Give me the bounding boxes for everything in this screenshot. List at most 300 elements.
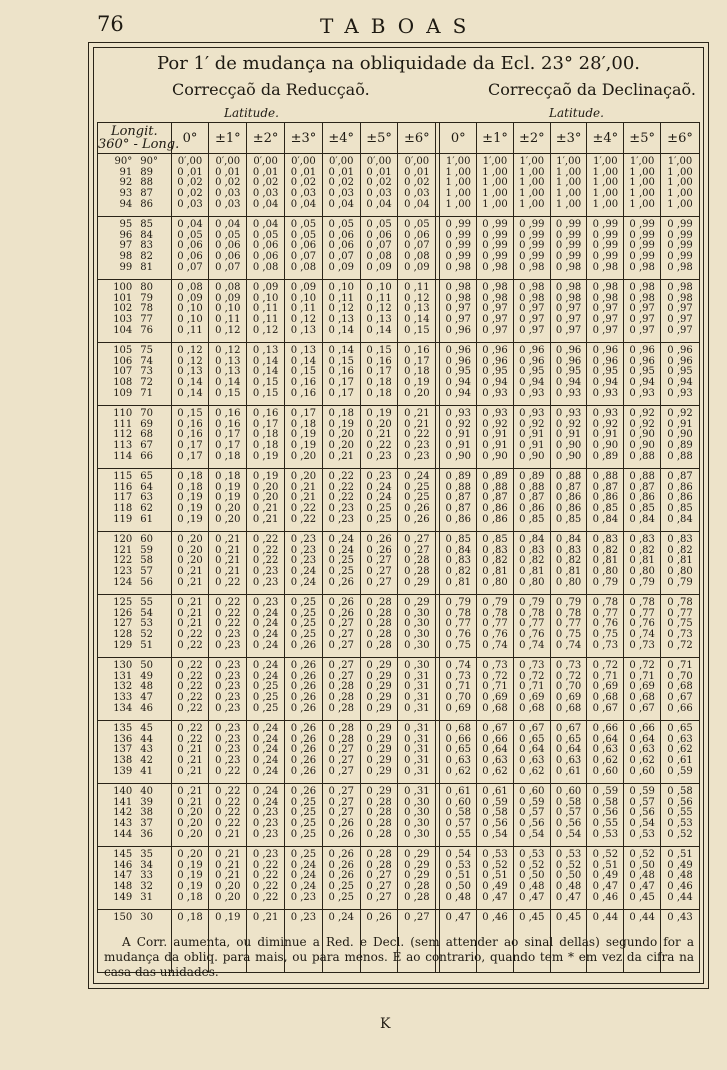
reduction-value: 0 ,25 [290, 828, 317, 840]
reduction-value: 0 ,24 [328, 544, 354, 556]
longitude-value: 139 [113, 765, 133, 777]
reduction-value: 0 ,25 [290, 597, 317, 608]
longitude-cell [98, 721, 172, 784]
declination-value: 0 ,99 [445, 229, 471, 241]
declination-value: 0 ,85 [519, 513, 545, 525]
longitude-complement-value: 59 [140, 544, 154, 556]
reduction-value: 0 ,29 [366, 786, 392, 797]
declination-value: 0 ,98 [445, 282, 471, 293]
reduction-value: 0 ,28 [328, 702, 354, 714]
declination-value: 1′,00 [556, 156, 581, 167]
longitude-pair [98, 200, 171, 211]
declination-cell [587, 469, 624, 532]
declination-value: 0 ,99 [667, 229, 693, 241]
longitude-pair [98, 767, 171, 778]
declination-value: 0 ,78 [667, 597, 693, 608]
reduction-value: 0 ,13 [252, 345, 279, 356]
reduction-cell [247, 154, 285, 217]
reduction-value: 0 ,26 [290, 692, 317, 704]
longitude-pair [98, 452, 171, 463]
declination-col-header: 0° [440, 123, 477, 154]
declination-value: 0 ,97 [519, 314, 545, 326]
reduction-value: 0 ,31 [404, 723, 430, 734]
reduction-value: 0 ,28 [404, 891, 430, 903]
longitude-value: 145 [113, 849, 133, 860]
reduction-value: 0 ,05 [328, 219, 354, 230]
reduction-cell [285, 658, 323, 721]
declination-value: 0 ,94 [629, 377, 655, 389]
reduction-cell [171, 154, 209, 217]
reduction-value: 0 ,04 [404, 198, 430, 210]
declination-value: 0 ,99 [667, 240, 693, 252]
declination-value: 0 ,87 [445, 503, 471, 515]
reduction-value: 0 ,25 [290, 849, 317, 860]
declination-value: 0 ,73 [555, 660, 582, 671]
declination-cell [440, 658, 477, 721]
declination-cell [440, 721, 477, 784]
reduction-cell [247, 532, 285, 595]
reduction-value: 0 ,13 [215, 355, 241, 367]
declination-value: 0 ,52 [482, 859, 508, 871]
reduction-value: 0 ,18 [404, 366, 430, 378]
longitude-complement-value: 37 [140, 818, 154, 830]
reduction-cell [398, 721, 436, 784]
reduction-value: 0 ,14 [404, 314, 430, 326]
declination-value: 0 ,65 [667, 723, 693, 734]
reduction-cell [171, 595, 209, 658]
reduction-col-header: ±6° [398, 123, 436, 154]
declination-value: 1 ,00 [667, 198, 693, 210]
declination-cell [440, 406, 477, 469]
longitude-pair [98, 830, 171, 841]
declination-value: 1 ,00 [592, 198, 619, 210]
declination-value: 0 ,99 [445, 251, 471, 263]
reduction-value: 0 ,12 [328, 303, 354, 315]
reduction-value: 0 ,20 [215, 503, 241, 515]
longitude-value: 93 [119, 188, 133, 200]
longitude-pair [98, 441, 171, 452]
declination-value: 0 ,97 [629, 303, 655, 315]
declination-value: 0 ,69 [592, 681, 619, 693]
reduction-value: 0 ,22 [215, 786, 241, 797]
reduction-cell [247, 658, 285, 721]
declination-value: 0 ,95 [519, 366, 545, 378]
declination-value: 1 ,00 [519, 198, 545, 210]
declination-cell [440, 154, 477, 217]
declination-value: 0 ,82 [519, 555, 545, 567]
longitude-pair [98, 515, 171, 526]
reduction-cell [247, 595, 285, 658]
longitude-pair [98, 367, 171, 378]
reduction-value: 0 ,29 [404, 859, 430, 871]
longitude-complement-value: 39 [140, 796, 154, 808]
reduction-value: 0 ,27 [366, 566, 392, 578]
declination-cell [477, 469, 514, 532]
declination-value: 0 ,55 [667, 807, 693, 819]
longitude-value: 95 [119, 219, 133, 230]
reduction-value: 0 ,20 [215, 891, 241, 903]
reduction-value: 0 ,16 [215, 408, 241, 419]
declination-value: 0 ,93 [667, 387, 693, 399]
declination-value: 0 ,68 [555, 702, 582, 714]
declination-value: 0 ,46 [667, 881, 693, 893]
page-number: 76 [97, 12, 124, 36]
reduction-value: 0 ,20 [177, 555, 203, 567]
reduction-value: 0 ,28 [404, 881, 430, 893]
declination-value: 0 ,76 [629, 618, 655, 630]
declination-value: 0 ,48 [519, 881, 545, 893]
declination-value: 0 ,54 [519, 828, 545, 840]
reduction-value: 0 ,22 [404, 429, 430, 441]
reduction-value: 0 ,06 [328, 240, 354, 252]
reduction-value: 0 ,22 [252, 870, 279, 882]
reduction-cell [247, 280, 285, 343]
reduction-value: 0 ,28 [366, 818, 392, 830]
declination-value: 0 ,59 [482, 796, 508, 808]
longitude-value: 128 [113, 629, 133, 641]
reduction-value: 0 ,27 [366, 891, 392, 903]
declination-value: 0 ,47 [482, 891, 508, 903]
reduction-value: 0 ,23 [404, 450, 430, 462]
declination-value: 0 ,99 [592, 251, 619, 263]
reduction-value: 0 ,24 [290, 566, 317, 578]
declination-cell [513, 532, 550, 595]
reduction-value: 0 ,31 [404, 786, 430, 797]
declination-value: 1 ,00 [629, 198, 655, 210]
declination-value: 0 ,98 [555, 261, 582, 273]
declination-value: 0 ,54 [445, 849, 471, 860]
reduction-value: 0 ,22 [215, 818, 241, 830]
reduction-value: 0 ,02 [252, 177, 279, 189]
declination-value: 0 ,95 [667, 366, 693, 378]
longitude-complement-value: 70 [140, 408, 154, 419]
declination-value: 0 ,94 [482, 377, 508, 389]
declination-value: 0 ,65 [555, 733, 582, 745]
declination-value: 0 ,98 [629, 292, 655, 304]
declination-value: 0 ,67 [592, 702, 619, 714]
declination-cell [587, 721, 624, 784]
table-row-group [98, 154, 700, 217]
longitude-pair [98, 682, 171, 693]
declination-value: 0 ,80 [667, 566, 693, 578]
declination-value: 0 ,89 [667, 440, 693, 452]
reduction-value: 0 ,05 [290, 219, 317, 230]
declination-value: 0 ,50 [629, 859, 655, 871]
declination-value: 1 ,00 [445, 198, 471, 210]
reduction-value: 0 ,21 [177, 796, 203, 808]
longitude-complement-value: 78 [140, 303, 154, 315]
reduction-value: 0 ,23 [215, 702, 241, 714]
longitude-complement-value: 63 [140, 492, 154, 504]
reduction-value: 0 ,19 [328, 418, 354, 430]
reduction-value: 0 ,17 [290, 408, 317, 419]
declination-value: 0 ,67 [555, 723, 582, 734]
longitude-pair [98, 893, 171, 904]
declination-value: 0 ,46 [592, 891, 619, 903]
reduction-value: 0 ,24 [366, 492, 392, 504]
declination-value: 0 ,91 [445, 429, 471, 441]
longitude-value: 110 [113, 408, 133, 419]
declination-value: 0 ,94 [592, 377, 619, 389]
reduction-value: 0 ,01 [404, 166, 430, 178]
longitude-pair [98, 483, 171, 494]
declination-value: 0 ,71 [445, 681, 471, 693]
declination-cell [550, 217, 587, 280]
reduction-value: 0 ,14 [290, 355, 317, 367]
declination-value: 0 ,80 [555, 576, 582, 588]
declination-value: 0 ,56 [667, 796, 693, 808]
declination-value: 0 ,83 [482, 544, 508, 556]
declination-value: 0 ,99 [629, 240, 655, 252]
declination-cell [661, 595, 700, 658]
reduction-value: 0 ,06 [177, 240, 203, 252]
declination-value: 0 ,66 [445, 733, 471, 745]
reduction-value: 0 ,21 [215, 555, 241, 567]
declination-value: 0 ,91 [482, 429, 508, 441]
reduction-value: 0 ,28 [328, 681, 354, 693]
declination-cell [477, 217, 514, 280]
reduction-value: 0 ,27 [328, 744, 354, 756]
reduction-value: 0 ,12 [290, 314, 317, 326]
reduction-value: 0 ,24 [404, 471, 430, 482]
declination-value: 0 ,78 [482, 607, 508, 619]
reduction-value: 0 ,24 [290, 576, 317, 588]
longitude-value: 133 [113, 692, 133, 704]
declination-value: 0 ,98 [555, 282, 582, 293]
declination-value: 0 ,96 [482, 345, 508, 356]
longitude-value: 105 [113, 345, 133, 356]
reduction-cell [247, 217, 285, 280]
reduction-cell [360, 469, 398, 532]
reduction-value: 0 ,21 [177, 765, 203, 777]
longitude-pair [98, 409, 171, 420]
reduction-value: 0 ,23 [215, 744, 241, 756]
reduction-value: 0 ,25 [290, 796, 317, 808]
longitude-complement-value: 71 [140, 387, 154, 399]
long-complement-label: 360° - Long. [98, 137, 180, 152]
declination-value: 0 ,97 [445, 303, 471, 315]
reduction-cell [322, 658, 360, 721]
reduction-value: 0 ,25 [328, 891, 354, 903]
longitude-complement-value: 42 [140, 755, 154, 767]
reduction-value: 0 ,19 [177, 513, 203, 525]
reduction-value: 0 ,26 [328, 597, 354, 608]
reduction-value: 0 ,23 [290, 534, 317, 545]
declination-value: 0 ,62 [519, 765, 545, 777]
declination-value: 0 ,80 [482, 576, 508, 588]
declination-value: 0 ,81 [592, 555, 619, 567]
declination-value: 0 ,99 [519, 240, 545, 252]
longitude-pair [98, 787, 171, 798]
declination-value: 0 ,74 [482, 639, 508, 651]
declination-cell [513, 595, 550, 658]
reduction-cell [171, 784, 209, 847]
reduction-cell [247, 847, 285, 910]
longitude-value: 134 [113, 702, 133, 714]
longitude-value: 147 [113, 870, 133, 882]
declination-value: 0 ,93 [555, 387, 582, 399]
declination-cell [513, 658, 550, 721]
reduction-section-title: Correcçaõ da Reducçaõ. [172, 80, 370, 99]
declination-value: 0 ,86 [482, 503, 508, 515]
longitude-complement-value: 45 [140, 723, 154, 734]
reduction-value: 0 ,21 [177, 618, 203, 630]
reduction-value: 0 ,05 [290, 229, 317, 241]
table-row-group [98, 343, 700, 406]
reduction-value: 0 ,15 [215, 387, 241, 399]
declination-value: 0 ,53 [592, 828, 619, 840]
longitude-complement-value: 43 [140, 744, 154, 756]
longitude-complement-value: 67 [140, 440, 154, 452]
longitude-value: 112 [113, 429, 133, 441]
declination-value: 0 ,48 [555, 881, 582, 893]
declination-value: 0 ,62 [445, 765, 471, 777]
declination-value: 0 ,57 [519, 807, 545, 819]
reduction-value: 0 ,10 [215, 303, 241, 315]
declination-value: 0 ,53 [519, 849, 545, 860]
longitude-complement-value: 77 [140, 314, 154, 326]
reduction-value: 0 ,25 [290, 807, 317, 819]
longitude-complement-value: 87 [140, 188, 154, 200]
declination-cell [550, 658, 587, 721]
longitude-cell [98, 532, 172, 595]
reduction-value: 0 ,29 [366, 755, 392, 767]
reduction-cell [171, 469, 209, 532]
reduction-value: 0 ,20 [252, 492, 279, 504]
declination-value: 0 ,87 [519, 492, 545, 504]
reduction-value: 0 ,13 [290, 324, 317, 336]
longitude-pair [98, 756, 171, 767]
reduction-cell [171, 406, 209, 469]
declination-value: 0 ,60 [445, 796, 471, 808]
signature-mark: K [380, 1016, 391, 1032]
reduction-value: 0 ,06 [404, 229, 430, 241]
reduction-cell [398, 784, 436, 847]
reduction-value: 0 ,07 [404, 240, 430, 252]
declination-col-header: ±3° [550, 123, 587, 154]
reduction-value: 0 ,25 [252, 692, 279, 704]
reduction-value: 0 ,02 [366, 177, 392, 189]
longitude-complement-value: 54 [140, 607, 154, 619]
reduction-value: 0 ,05 [404, 219, 430, 230]
reduction-value: 0 ,06 [366, 229, 392, 241]
longitude-pair [98, 609, 171, 620]
reduction-value: 0 ,14 [215, 377, 241, 389]
declination-value: 0 ,71 [667, 660, 693, 671]
reduction-value: 0 ,04 [215, 219, 241, 230]
declination-value: 0 ,84 [629, 513, 655, 525]
longitude-complement-value: 68 [140, 429, 154, 441]
declination-cell [550, 469, 587, 532]
declination-value: 0 ,99 [445, 219, 471, 230]
reduction-value: 0 ,08 [366, 251, 392, 263]
declination-value: 0 ,63 [445, 755, 471, 767]
declination-value: 1 ,00 [445, 177, 471, 189]
declination-value: 0 ,68 [519, 702, 545, 714]
declination-cell [513, 721, 550, 784]
declination-value: 0 ,99 [445, 240, 471, 252]
declination-cell [624, 532, 661, 595]
reduction-value: 0 ,24 [328, 534, 354, 545]
reduction-value: 0 ,24 [252, 629, 279, 641]
longitude-complement-value: 52 [140, 629, 154, 641]
longitude-pair [98, 798, 171, 809]
declination-cell [550, 784, 587, 847]
reduction-value: 0 ,20 [290, 450, 317, 462]
reduction-cell [209, 280, 247, 343]
reduction-value: 0 ,27 [328, 796, 354, 808]
longitude-complement-value: 84 [140, 229, 154, 241]
declination-value: 0 ,47 [592, 881, 619, 893]
longitude-complement-value: 35 [140, 849, 154, 860]
longitude-complement-value: 88 [140, 177, 154, 189]
declination-cell [587, 343, 624, 406]
declination-value: 0 ,83 [445, 555, 471, 567]
declination-value: 0 ,85 [445, 534, 471, 545]
reduction-value: 0 ,22 [328, 471, 354, 482]
reduction-value: 0 ,08 [290, 261, 317, 273]
declination-value: 0 ,89 [592, 450, 619, 462]
reduction-cell [247, 406, 285, 469]
declination-value: 0 ,97 [667, 303, 693, 315]
declination-value: 0 ,56 [629, 807, 655, 819]
longitude-pair [98, 252, 171, 263]
declination-value: 0 ,86 [445, 513, 471, 525]
declination-value: 0 ,56 [555, 818, 582, 830]
declination-cell [477, 532, 514, 595]
reduction-value: 0 ,11 [366, 292, 392, 304]
reduction-value: 0 ,30 [404, 796, 430, 808]
declination-value: 1 ,00 [629, 188, 655, 200]
reduction-value: 0 ,26 [328, 828, 354, 840]
reduction-value: 0 ,23 [290, 544, 317, 556]
declination-value: 0 ,82 [667, 544, 693, 556]
longitude-complement-value: 57 [140, 566, 154, 578]
longitude-complement-value: 89 [140, 166, 154, 178]
declination-value: 0 ,87 [555, 481, 582, 493]
declination-value: 0 ,85 [482, 534, 508, 545]
longitude-complement-value: 74 [140, 355, 154, 367]
reduction-value: 0 ,26 [404, 513, 430, 525]
reduction-col-header: ±4° [322, 123, 360, 154]
reduction-value: 0 ,15 [252, 387, 279, 399]
longitude-pair [98, 189, 171, 200]
longitude-value: 131 [113, 670, 133, 682]
declination-value: 0 ,63 [519, 755, 545, 767]
declination-cell [624, 784, 661, 847]
longitude-pair [98, 641, 171, 652]
declination-value: 0 ,72 [667, 639, 693, 651]
declination-value: 0 ,58 [445, 807, 471, 819]
reduction-value: 0 ,27 [328, 786, 354, 797]
longitude-complement-value: 73 [140, 366, 154, 378]
declination-value: 0 ,71 [482, 681, 508, 693]
reduction-value: 0 ,21 [404, 408, 430, 419]
reduction-value: 0 ,01 [290, 166, 317, 178]
declination-value: 0 ,95 [445, 366, 471, 378]
reduction-value: 0 ,18 [177, 471, 203, 482]
declination-value: 0 ,83 [555, 544, 582, 556]
reduction-value: 0 ,21 [215, 828, 241, 840]
declination-cell [477, 784, 514, 847]
reduction-value: 0 ,22 [366, 440, 392, 452]
declination-cell [477, 343, 514, 406]
declination-value: 0 ,68 [629, 692, 655, 704]
reduction-value: 0 ,01 [215, 166, 241, 178]
declination-value: 0 ,72 [629, 660, 655, 671]
reduction-value: 0 ,22 [177, 629, 203, 641]
reduction-cell [285, 280, 323, 343]
